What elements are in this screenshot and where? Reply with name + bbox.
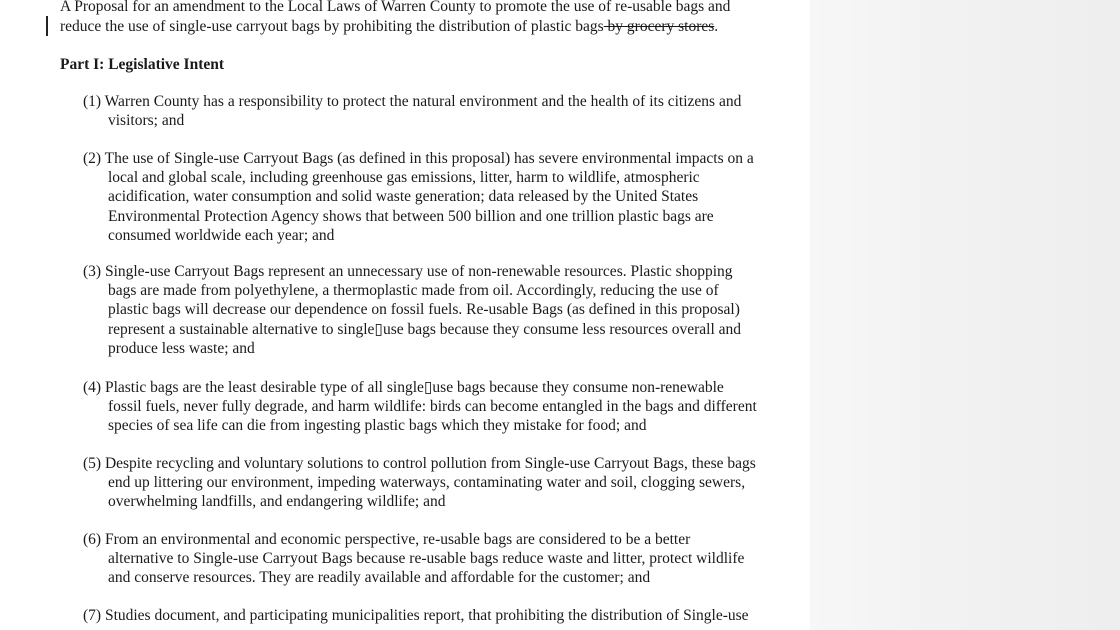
intro-line-2 (60, 17, 800, 37)
item-line: (1) Warren County has a responsibility to protect the natural environment and the health of its citizens and (83, 93, 742, 110)
intent-item-2 (83, 149, 808, 245)
page-right-margin (810, 0, 1120, 630)
item-line: and conserve resources. They are readily available and affordable for the customer; and (108, 569, 651, 587)
intent-item-1 (83, 92, 808, 130)
item-line: represent a sustainable alternative to single▯use bags because they consume less resources overall and (108, 320, 742, 338)
intro-line-2-text: reduce the use of single-use carryout bags by prohibiting the distribution of plastic bags (60, 17, 604, 35)
intro-line-2-end: . (714, 17, 719, 35)
section-heading: Part I: Legislative Intent (60, 56, 225, 73)
intent-item-6 (83, 530, 808, 588)
item-line: bags are made from polyethylene, a thermoplastic made from oil. Accordingly, reducing the use of (108, 282, 719, 300)
item-line: species of sea life can die from ingesting plastic bags which they mistake for food; and (108, 417, 647, 435)
item-line: consumed worldwide each year; and (108, 226, 335, 244)
item-line: (2) The use of Single-use Carryout Bags (as defined in this proposal) has severe environmental impacts on a (83, 150, 754, 167)
item-line: local and global scale, including greenhouse gas emissions, litter, harm to wildlife, atmospheric (108, 169, 700, 187)
intent-item-5 (83, 454, 808, 512)
item-line: (6) From an environmental and economic perspective, re-usable bags are considered to be a better (83, 531, 691, 548)
struck-text: by grocery stores (603, 17, 715, 35)
intro-line-1: A Proposal for an amendment to the Local Laws of Warren County to promote the use of re-usable bags and (60, 0, 731, 15)
item-line: produce less waste; and (108, 339, 255, 357)
item-line: (5) Despite recycling and voluntary solutions to control pollution from Single-use Carryout Bags, these bags (83, 455, 756, 472)
intent-item-7 (83, 606, 808, 625)
intent-item-3 (83, 262, 808, 358)
item-line: (7) Studies document, and participating municipalities report, that prohibiting the distribution of Single-use (83, 607, 749, 624)
intent-item-4 (83, 378, 808, 436)
proposal-intro (60, 0, 800, 36)
item-line: (3) Single-use Carryout Bags represent an unnecessary use of non-renewable resources. Plastic shopping (83, 263, 733, 280)
item-line: end up littering our environment, impeding waterways, contaminating water and soil, clogging sewers, (108, 474, 746, 492)
item-line: fossil fuels, never fully degrade, and harm wildlife: birds can become entangled in the bags and different (108, 398, 757, 416)
item-line: plastic bags will decrease our dependence on fossil fuels. Re-usable Bags (as defined in this proposal) (108, 301, 740, 319)
revision-change-bar (46, 16, 48, 36)
item-line: visitors; and (108, 112, 185, 130)
item-line: alternative to Single-use Carryout Bags because re-usable bags reduce waste and litter, protect wildlife (108, 550, 745, 568)
item-line: acidification, water consumption and solid waste generation; data released by the United States (108, 188, 699, 206)
item-line: overwhelming landfills, and endangering wildlife; and (108, 493, 446, 511)
item-line: Environmental Protection Agency shows that between 500 billion and one trillion plastic bags are (108, 207, 714, 225)
item-line: (4) Plastic bags are the least desirable type of all single▯use bags because they consume non-renewable (83, 379, 724, 396)
